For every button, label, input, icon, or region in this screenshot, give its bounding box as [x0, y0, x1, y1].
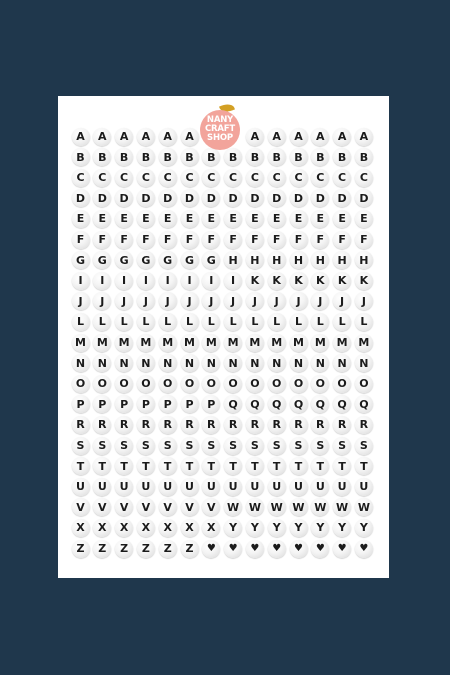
letter-bead: U [246, 478, 264, 496]
letter-bead: H [311, 251, 329, 269]
letter-bead: R [137, 416, 155, 434]
letter-bead: B [93, 148, 111, 166]
letter-bead: F [72, 231, 90, 249]
letter-bead: R [115, 416, 133, 434]
letter-bead: B [333, 148, 351, 166]
heart-bead: ♥ [268, 540, 286, 558]
logo-line-2: CRAFT [205, 124, 235, 134]
letter-bead: I [93, 272, 111, 290]
letter-bead: U [93, 478, 111, 496]
letter-bead: O [224, 375, 242, 393]
letter-bead: H [224, 251, 242, 269]
letter-bead: Y [246, 519, 264, 537]
letter-bead: X [115, 519, 133, 537]
letter-bead: B [246, 148, 264, 166]
letter-bead: C [290, 169, 308, 187]
letter-bead: A [137, 128, 155, 146]
letter-bead: P [159, 395, 177, 413]
letter-bead: E [268, 210, 286, 228]
letter-bead: D [355, 189, 373, 207]
letter-bead: W [224, 498, 242, 516]
letter-bead: V [137, 498, 155, 516]
letter-bead: N [115, 354, 133, 372]
letter-bead: Y [311, 519, 329, 537]
letter-bead: R [72, 416, 90, 434]
letter-bead: F [115, 231, 133, 249]
letter-bead: M [268, 334, 286, 352]
logo-line-3: SHOP [207, 133, 233, 143]
letter-bead: R [333, 416, 351, 434]
letter-bead: N [246, 354, 264, 372]
letter-bead: L [181, 313, 199, 331]
letter-bead: E [246, 210, 264, 228]
letter-bead: E [333, 210, 351, 228]
letter-bead: M [202, 334, 220, 352]
letter-bead: B [72, 148, 90, 166]
letter-bead: H [355, 251, 373, 269]
letter-bead: S [93, 437, 111, 455]
letter-bead: O [311, 375, 329, 393]
letter-bead: M [159, 334, 177, 352]
letter-bead: H [246, 251, 264, 269]
letter-bead: Q [355, 395, 373, 413]
letter-bead: J [137, 292, 155, 310]
letter-bead: M [72, 334, 90, 352]
letter-bead: C [246, 169, 264, 187]
letter-bead: G [202, 251, 220, 269]
letter-bead: K [333, 272, 351, 290]
letter-bead: L [159, 313, 177, 331]
letter-bead: C [137, 169, 155, 187]
letter-bead: C [311, 169, 329, 187]
letter-bead: Y [268, 519, 286, 537]
letter-bead: M [93, 334, 111, 352]
letter-bead: J [246, 292, 264, 310]
letter-bead: F [290, 231, 308, 249]
letter-bead: L [333, 313, 351, 331]
letter-bead: Q [333, 395, 351, 413]
letter-bead: S [290, 437, 308, 455]
letter-bead: D [246, 189, 264, 207]
letter-bead: X [72, 519, 90, 537]
letter-bead: A [268, 128, 286, 146]
letter-bead: H [290, 251, 308, 269]
letter-bead: D [333, 189, 351, 207]
letter-bead: A [93, 128, 111, 146]
letter-bead: M [137, 334, 155, 352]
letter-bead: L [246, 313, 264, 331]
letter-bead: E [115, 210, 133, 228]
letter-bead: E [224, 210, 242, 228]
heart-bead: ♥ [202, 540, 220, 558]
letter-bead: M [311, 334, 329, 352]
letter-bead: N [181, 354, 199, 372]
letter-bead: X [202, 519, 220, 537]
letter-bead: A [333, 128, 351, 146]
letter-bead: C [93, 169, 111, 187]
letter-bead: Y [224, 519, 242, 537]
letter-bead: Y [355, 519, 373, 537]
letter-bead: F [181, 231, 199, 249]
letter-bead: E [355, 210, 373, 228]
letter-bead: U [355, 478, 373, 496]
letter-bead: S [224, 437, 242, 455]
letter-bead: N [333, 354, 351, 372]
logo-text [200, 116, 240, 143]
letter-bead: U [202, 478, 220, 496]
letter-bead: E [290, 210, 308, 228]
letter-bead: Z [93, 540, 111, 558]
letter-bead: D [311, 189, 329, 207]
letter-bead: T [224, 457, 242, 475]
letter-bead: J [181, 292, 199, 310]
letter-bead: O [137, 375, 155, 393]
letter-bead: R [355, 416, 373, 434]
letter-bead: G [93, 251, 111, 269]
letter-bead: V [115, 498, 133, 516]
letter-bead: L [137, 313, 155, 331]
letter-bead: J [355, 292, 373, 310]
letter-bead: X [137, 519, 155, 537]
letter-bead: V [72, 498, 90, 516]
letter-bead: K [268, 272, 286, 290]
letter-bead: D [224, 189, 242, 207]
letter-bead: C [333, 169, 351, 187]
letter-bead: T [246, 457, 264, 475]
letter-bead: M [181, 334, 199, 352]
heart-bead: ♥ [224, 540, 242, 558]
letter-bead: E [137, 210, 155, 228]
letter-bead: C [268, 169, 286, 187]
letter-bead: B [115, 148, 133, 166]
letter-bead: R [268, 416, 286, 434]
letter-bead: J [333, 292, 351, 310]
letter-bead: T [72, 457, 90, 475]
letter-bead: Q [268, 395, 286, 413]
letter-bead: S [72, 437, 90, 455]
letter-bead: F [355, 231, 373, 249]
letter-bead: G [159, 251, 177, 269]
letter-bead: H [268, 251, 286, 269]
letter-bead: I [72, 272, 90, 290]
letter-bead: N [137, 354, 155, 372]
letter-bead: G [115, 251, 133, 269]
letter-bead: Q [290, 395, 308, 413]
letter-bead: T [181, 457, 199, 475]
letter-bead: F [137, 231, 155, 249]
letter-bead: W [268, 498, 286, 516]
letter-bead: B [202, 148, 220, 166]
letter-bead: K [290, 272, 308, 290]
letter-bead: J [311, 292, 329, 310]
letter-bead: A [181, 128, 199, 146]
letter-bead: M [333, 334, 351, 352]
shop-logo [198, 104, 244, 150]
letter-bead: Z [159, 540, 177, 558]
letter-bead: E [202, 210, 220, 228]
letter-bead: P [72, 395, 90, 413]
letter-bead: C [181, 169, 199, 187]
logo-line-1: NANY [206, 115, 234, 125]
letter-bead: N [202, 354, 220, 372]
letter-bead: D [268, 189, 286, 207]
letter-bead: U [137, 478, 155, 496]
letter-bead: B [224, 148, 242, 166]
letter-bead: I [181, 272, 199, 290]
letter-bead: X [159, 519, 177, 537]
letter-bead: M [355, 334, 373, 352]
letter-bead: C [355, 169, 373, 187]
letter-bead: S [355, 437, 373, 455]
letter-bead: A [355, 128, 373, 146]
letter-bead: I [115, 272, 133, 290]
letter-bead: L [202, 313, 220, 331]
letter-bead: O [115, 375, 133, 393]
letter-bead: R [159, 416, 177, 434]
letter-bead: G [72, 251, 90, 269]
letter-bead: S [246, 437, 264, 455]
letter-bead: R [202, 416, 220, 434]
letter-bead: B [137, 148, 155, 166]
letter-bead: F [159, 231, 177, 249]
letter-bead: U [72, 478, 90, 496]
letter-bead: J [224, 292, 242, 310]
letter-bead: V [202, 498, 220, 516]
letter-bead: C [72, 169, 90, 187]
letter-bead: K [246, 272, 264, 290]
letter-bead: U [224, 478, 242, 496]
letter-bead: D [137, 189, 155, 207]
letter-bead: F [224, 231, 242, 249]
letter-bead: T [290, 457, 308, 475]
letter-bead: K [311, 272, 329, 290]
letter-bead: Y [290, 519, 308, 537]
letter-bead: N [72, 354, 90, 372]
letter-bead: D [290, 189, 308, 207]
letter-bead: W [355, 498, 373, 516]
letter-bead: U [115, 478, 133, 496]
letter-bead: B [181, 148, 199, 166]
letter-bead: N [93, 354, 111, 372]
letter-bead: L [268, 313, 286, 331]
letter-bead: O [333, 375, 351, 393]
letter-bead: L [93, 313, 111, 331]
letter-bead: A [311, 128, 329, 146]
letter-bead: S [202, 437, 220, 455]
letter-bead: C [224, 169, 242, 187]
letter-bead: C [202, 169, 220, 187]
letter-bead: S [181, 437, 199, 455]
letter-bead: Q [224, 395, 242, 413]
letter-bead: D [115, 189, 133, 207]
letter-bead: L [72, 313, 90, 331]
letter-bead: F [268, 231, 286, 249]
heart-bead: ♥ [290, 540, 308, 558]
letter-bead: W [246, 498, 264, 516]
letter-bead: C [159, 169, 177, 187]
letter-bead: M [224, 334, 242, 352]
letter-bead: T [268, 457, 286, 475]
letter-bead: J [268, 292, 286, 310]
letter-bead: C [115, 169, 133, 187]
letter-bead: J [202, 292, 220, 310]
letter-bead: M [246, 334, 264, 352]
letter-bead: R [93, 416, 111, 434]
letter-bead: U [311, 478, 329, 496]
heart-bead: ♥ [333, 540, 351, 558]
letter-bead: M [115, 334, 133, 352]
letter-bead: P [93, 395, 111, 413]
letter-bead: O [268, 375, 286, 393]
letter-bead: I [224, 272, 242, 290]
letter-bead: F [93, 231, 111, 249]
letter-bead: A [72, 128, 90, 146]
letter-bead: U [181, 478, 199, 496]
letter-bead: V [159, 498, 177, 516]
letter-bead: F [246, 231, 264, 249]
letter-bead: S [333, 437, 351, 455]
heart-bead: ♥ [355, 540, 373, 558]
letter-bead: N [290, 354, 308, 372]
letter-bead: T [311, 457, 329, 475]
letter-bead: J [159, 292, 177, 310]
letter-bead: T [115, 457, 133, 475]
letter-bead: P [202, 395, 220, 413]
letter-bead: R [311, 416, 329, 434]
letter-bead: I [159, 272, 177, 290]
letter-bead: J [72, 292, 90, 310]
letter-bead: K [355, 272, 373, 290]
letter-bead: F [202, 231, 220, 249]
heart-bead: ♥ [311, 540, 329, 558]
letter-bead: O [181, 375, 199, 393]
letter-bead: T [202, 457, 220, 475]
letter-bead: Q [246, 395, 264, 413]
letter-bead: J [93, 292, 111, 310]
letter-bead: P [115, 395, 133, 413]
letter-bead: P [137, 395, 155, 413]
letter-bead: H [333, 251, 351, 269]
letter-bead: F [333, 231, 351, 249]
letter-bead: Z [137, 540, 155, 558]
letter-bead: I [137, 272, 155, 290]
letter-bead: W [290, 498, 308, 516]
letter-bead: D [202, 189, 220, 207]
letter-bead: T [355, 457, 373, 475]
letter-bead: Y [333, 519, 351, 537]
letter-bead: T [137, 457, 155, 475]
letter-bead: R [181, 416, 199, 434]
letter-bead: E [159, 210, 177, 228]
letter-bead: B [159, 148, 177, 166]
letter-bead: A [115, 128, 133, 146]
letter-bead: M [290, 334, 308, 352]
letter-bead: S [115, 437, 133, 455]
letter-bead: S [268, 437, 286, 455]
letter-bead: I [202, 272, 220, 290]
heart-bead: ♥ [246, 540, 264, 558]
letter-bead: T [93, 457, 111, 475]
letter-bead: A [246, 128, 264, 146]
letter-bead: E [93, 210, 111, 228]
letter-bead: S [137, 437, 155, 455]
letter-bead: T [333, 457, 351, 475]
letter-bead: O [355, 375, 373, 393]
letter-bead: X [93, 519, 111, 537]
letter-bead: U [333, 478, 351, 496]
letter-bead: E [72, 210, 90, 228]
letter-bead: U [268, 478, 286, 496]
letter-bead: E [311, 210, 329, 228]
letter-bead: J [290, 292, 308, 310]
letter-bead: S [159, 437, 177, 455]
letter-bead: N [159, 354, 177, 372]
letter-bead: A [159, 128, 177, 146]
letter-bead: Z [181, 540, 199, 558]
letter-bead: N [224, 354, 242, 372]
letter-bead: O [72, 375, 90, 393]
letter-bead: D [93, 189, 111, 207]
letter-bead: O [202, 375, 220, 393]
letter-bead: X [181, 519, 199, 537]
letter-bead: T [159, 457, 177, 475]
letter-bead: L [311, 313, 329, 331]
letter-bead: N [268, 354, 286, 372]
letter-bead: W [311, 498, 329, 516]
letter-bead: D [181, 189, 199, 207]
letter-bead: O [246, 375, 264, 393]
letter-bead: G [181, 251, 199, 269]
letter-bead: P [181, 395, 199, 413]
letter-bead: F [311, 231, 329, 249]
letter-bead: L [115, 313, 133, 331]
letter-bead: Z [72, 540, 90, 558]
letter-bead: L [290, 313, 308, 331]
letter-bead: O [93, 375, 111, 393]
letter-bead: D [159, 189, 177, 207]
letter-bead: R [290, 416, 308, 434]
letter-bead: N [311, 354, 329, 372]
letter-bead: O [159, 375, 177, 393]
letter-bead: O [290, 375, 308, 393]
letter-bead: B [355, 148, 373, 166]
letter-bead: B [311, 148, 329, 166]
letter-bead: S [311, 437, 329, 455]
letter-bead: D [72, 189, 90, 207]
letter-bead: E [181, 210, 199, 228]
letter-bead: L [224, 313, 242, 331]
letter-bead: B [268, 148, 286, 166]
letter-bead: Z [115, 540, 133, 558]
letter-bead: U [290, 478, 308, 496]
letter-bead: U [159, 478, 177, 496]
letter-bead: G [137, 251, 155, 269]
letter-bead: N [355, 354, 373, 372]
letter-bead: R [246, 416, 264, 434]
letter-bead: L [355, 313, 373, 331]
letter-bead: Q [311, 395, 329, 413]
letter-bead: J [115, 292, 133, 310]
letter-bead: A [290, 128, 308, 146]
letter-bead: B [290, 148, 308, 166]
letter-bead: V [93, 498, 111, 516]
letter-bead: W [333, 498, 351, 516]
letter-bead: R [224, 416, 242, 434]
letter-bead: V [181, 498, 199, 516]
